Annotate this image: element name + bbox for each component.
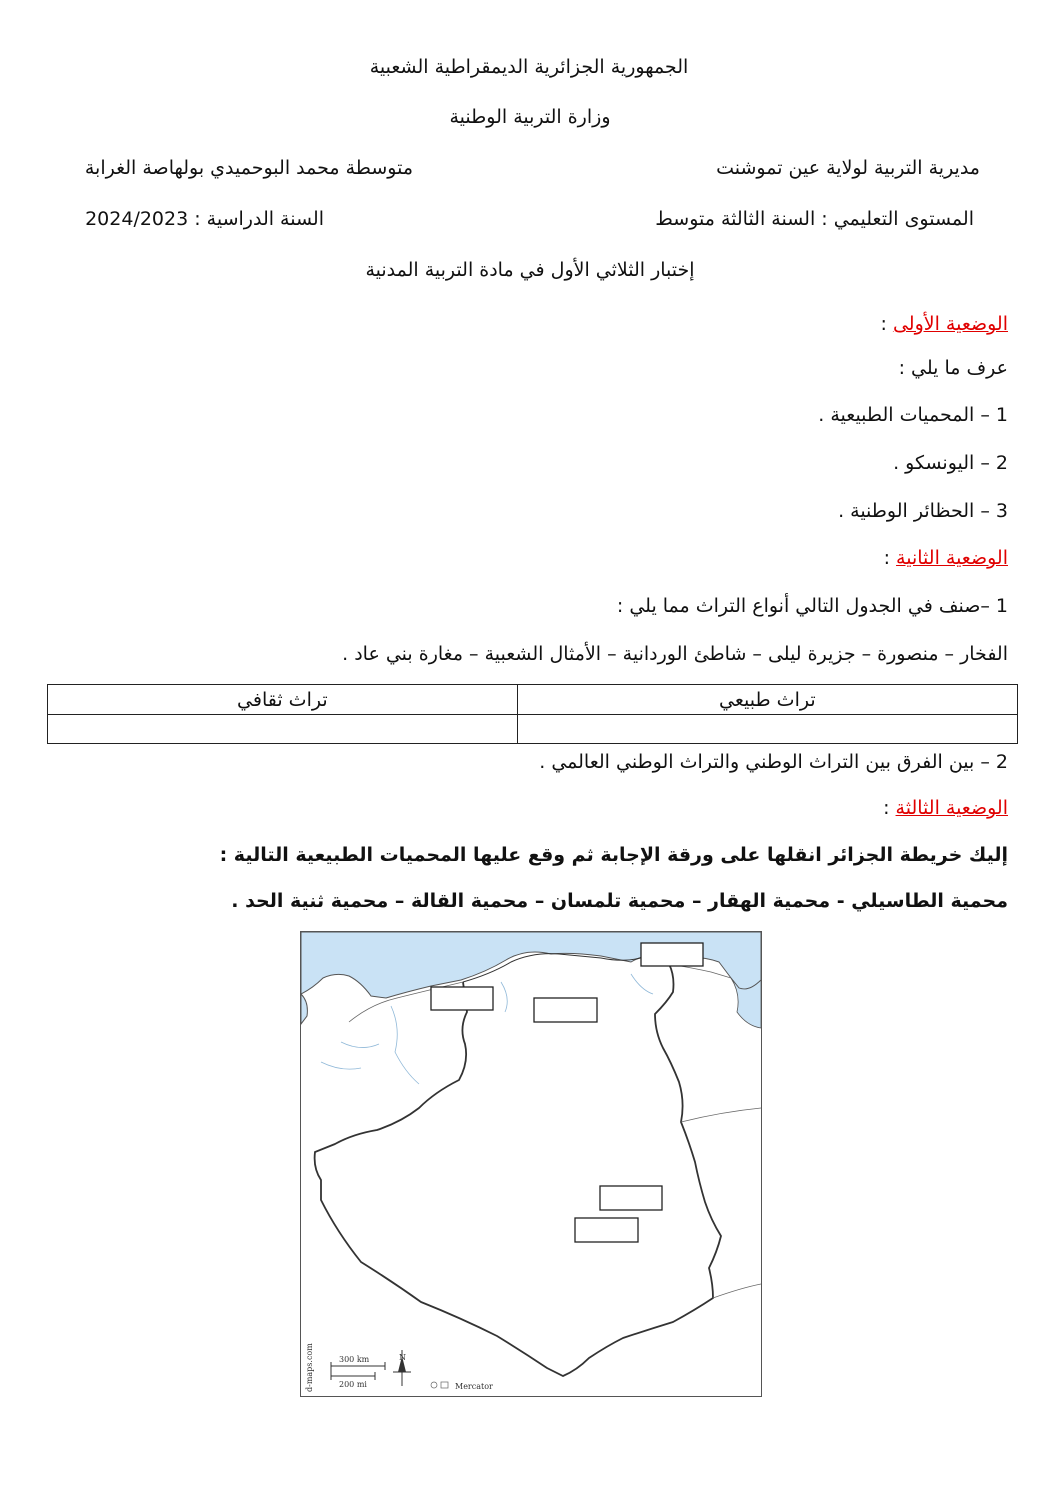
algeria-map: [300, 931, 762, 1397]
scale-km-label: 300 km: [339, 1355, 370, 1364]
map-instruction: إليك خريطة الجزائر انقلها على ورقة الإجابة ثم وقع عليها المحميات الطبيعية التالية :: [219, 844, 1008, 866]
atlantic-sea: [301, 994, 307, 1024]
definition-item-1: 1 – المحميات الطبيعية .: [818, 404, 1008, 426]
situation1-colon: :: [880, 313, 887, 335]
cultural-heritage-cell: [48, 715, 518, 744]
situation3-colon: :: [883, 797, 890, 819]
question-2-1: 1 –صنف في الجدول التالي أنواع التراث مما يلي :: [616, 595, 1008, 617]
question-2-2: 2 – بين الفرق بين التراث الوطني والتراث الوطني العالمي .: [539, 751, 1008, 773]
answer-box-4: [600, 1186, 662, 1210]
answer-box-2: [431, 987, 493, 1010]
republic-title: الجمهورية الجزائرية الديمقراطية الشعبية: [369, 56, 689, 78]
situation1-title: الوضعية الأولى: [892, 313, 1008, 335]
map-credit: d-maps.com: [305, 1343, 314, 1392]
north-label: N: [399, 1353, 406, 1362]
school-name: متوسطة محمد البوحميدي بولهاصة الغرابة: [84, 157, 413, 179]
answer-box-1: [641, 943, 703, 966]
exam-title: إختبار الثلاثي الأول في مادة التربية المدنية: [365, 259, 695, 281]
natural-heritage-cell: [517, 715, 1017, 744]
heritage-list: الفخار – منصورة – جزيرة ليلى – شاطئ الوردانية – الأمثال الشعبية – مغارة بني عاد .: [342, 643, 1008, 665]
north-arrow-icon: [393, 1350, 411, 1386]
situation2-colon: :: [883, 547, 890, 569]
directorate-label: مديرية التربية لولاية عين تموشنت: [716, 157, 980, 179]
level-label: المستوى التعليمي : السنة الثالثة متوسط: [655, 208, 974, 230]
projection-label: [431, 1382, 493, 1391]
algeria-map-drawing: [301, 932, 761, 1396]
situation1-prompt: عرف ما يلي :: [898, 357, 1008, 379]
scale-mi-label: 200 mi: [339, 1380, 367, 1389]
projection-text: Mercator: [455, 1382, 493, 1391]
scale-bar: [331, 1355, 385, 1389]
school-year: السنة الدراسية : 2024/2023: [85, 208, 324, 230]
answer-box-5: [575, 1218, 638, 1242]
situation1-heading: [880, 312, 1008, 336]
definition-item-2: 2 – اليونسكو .: [893, 452, 1008, 474]
situation3-title: الوضعية الثالثة: [895, 797, 1008, 819]
reserves-list: محمية الطاسيلي - محمية الهقار – محمية تلمسان – محمية القالة – محمية ثنية الحد .: [231, 890, 1008, 912]
answer-box-3: [534, 998, 597, 1022]
algeria-border: [315, 964, 721, 1376]
cultural-heritage-header: تراث ثقافي: [48, 685, 518, 715]
situation2-title: الوضعية الثانية: [896, 547, 1008, 569]
ministry-title: وزارة التربية الوطنية: [449, 106, 611, 128]
situation3-heading: [883, 796, 1008, 820]
situation2-heading: [884, 546, 1008, 570]
natural-heritage-header: تراث طبيعي: [517, 685, 1017, 715]
heritage-table: [47, 684, 1018, 744]
definition-item-3: 3 – الحظائر الوطنية .: [838, 500, 1008, 522]
